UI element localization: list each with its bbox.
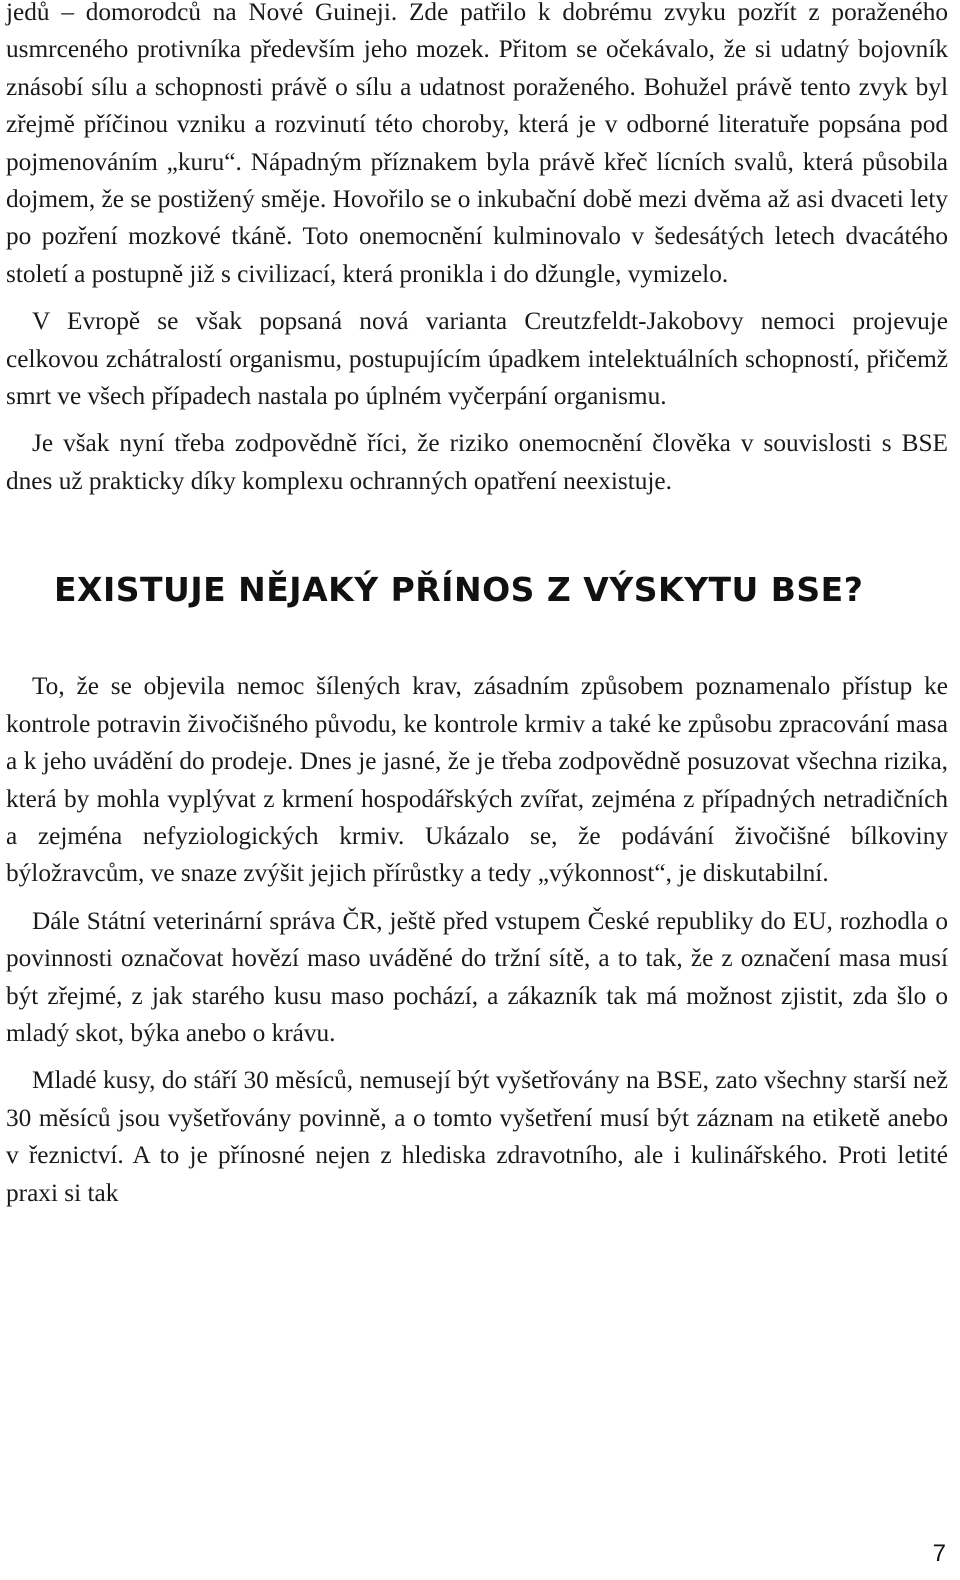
paragraph-young-cattle: Mladé kusy, do stáří 30 měsíců, nemusejí být vyšetřovány na BSE, zato všechny starší než 30 měsíců jsou vyšetřovány povinně, a o tomto vyšetření musí být záznam na etiketě anebo v řeznictví. A to je přínosné nejen z hlediska zdravotního, ale i kulinářského. Proti letité praxi si tak: [6, 1066, 948, 1207]
paragraph-risk: Je však nyní třeba zodpovědně říci, že riziko onemocnění člověka v souvislosti s BSE dnes už prakticky díky komplexu ochranných opatření neexistuje.: [6, 429, 948, 495]
paragraph-kuru: jedů – domorodců na Nové Guineji. Zde patřilo k dobrému zvyku pozřít z poraženého usmrceného protivníka především jeho mozek. Přitom se očekávalo, že si udatný bojovník znásobí sílu a schopnosti právě o sílu a udatnost poraženého. Bohužel právě tento zvyk byl zřejmě příčinou vzniku a rozvinutí této choroby, která je v odborné literatuře popsána pod pojmenováním „kuru“. Nápadným příznakem byla právě křeč lícních svalů, která působila dojmem, že se postižený směje. Hovořilo se o inkubační době mezi dvěma až asi dvaceti lety po pozření mozkové tkáně. Toto onemocnění kulminovalo v šedesátých letech dvacátého století a postupně již s civilizací, která pronikla i do džungle, vymizelo.: [6, 0, 949, 288]
section-heading: EXISTUJE NĚJAKÝ PŘÍNOS Z VÝSKYTU BSE?: [54, 570, 864, 610]
paragraph-creutzfeldt-jakob: V Evropě se však popsaná nová varianta Creutzfeldt-Jakobovy nemoci projevuje celkovou zchátralostí organismu, postupujícím úpadkem intelektuálních schopností, přičemž smrt ve všech případech nastala po úplném vyčerpání organismu.: [6, 307, 948, 411]
page-number: 7: [932, 1540, 946, 1567]
section-intro: [6, 0, 948, 500]
paragraph-food-control: To, že se objevila nemoc šílených krav, zásadním způsobem poznamenalo přístup ke kontrole potravin živočišného původu, ke kontrole krmiv a také ke způsobu zpracování masa a k jeho uvádění do prodeje. Dnes je jasné, že je třeba zodpovědně posuzovat všechna rizika, která by mohla vyplývat z krmení hospodářských zvířat, zejména z případných netradičních a zejména nefyziologických krmiv. Ukázalo se, že podávání živočišné bílkoviny býložravcům, ve snaze zvýšit jejich přírůstky a tedy „výkonnost“, je diskutabilní.: [6, 672, 948, 888]
paragraph-veterinary-administration: Dále Státní veterinární správa ČR, ještě před vstupem České republiky do EU, rozhodla o povinnosti označovat hovězí maso uváděné do tržní sítě, a to tak, že z označení masa musí být zřejmé, z jak starého kusu maso pochází, a zákazník tak má možnost zjistit, zda šlo o mladý skot, býka anebo o krávu.: [6, 906, 948, 1047]
page-body: [6, 0, 948, 1212]
section-benefits: [6, 668, 948, 1212]
